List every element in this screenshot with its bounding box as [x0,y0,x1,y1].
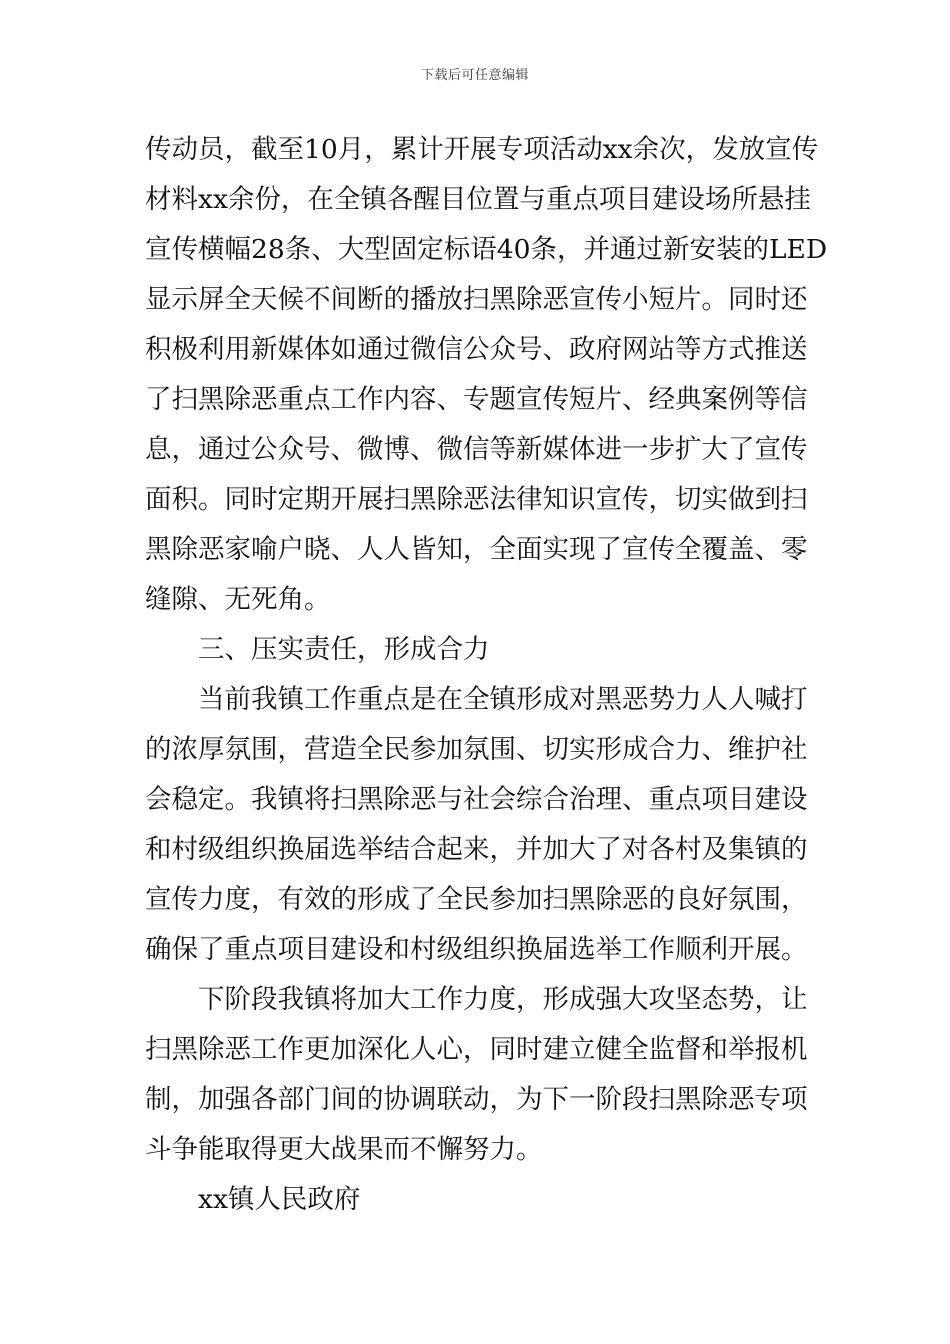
text-line: 缝隙、无死角。 [145,584,331,615]
text-line: 的浓厚氛围，营造全民参加氛围、切实形成合力、维护社 [145,734,808,765]
text-line: 黑除恶家喻户晓、人人皆知，全面实现了宣传全覆盖、零 [145,534,808,565]
text-line: 显示屏全天候不间断的播放扫黑除恶宣传小短片。同时还 [145,284,808,315]
text-line: 当前我镇工作重点是在全镇形成对黑恶势力人人喊打 [198,684,808,715]
text-line: 了扫黑除恶重点工作内容、专题宣传短片、经典案例等信 [145,384,808,415]
text-line: 下阶段我镇将加大工作力度，形成强大攻坚态势，让 [198,984,808,1015]
page-header: 下载后可任意编辑 [420,68,529,83]
text-line: 宣传力度，有效的形成了全民参加扫黑除恶的良好氛围， [145,884,808,915]
text-line: 息，通过公众号、微博、微信等新媒体进一步扩大了宣传 [145,434,808,465]
text-line: 斗争能取得更大战果而不懈努力。 [145,1134,543,1165]
text-line: 传动员，截至10月，累计开展专项活动xx余次，发放宣传 [145,134,819,165]
text-line: 面积。同时定期开展扫黑除恶法律知识宣传，切实做到扫 [145,484,808,515]
text-line: 扫黑除恶工作更加深化人心，同时建立健全监督和举报机 [145,1034,808,1065]
text-line: 材料xx余份，在全镇各醒目位置与重点项目建设场所悬挂 [145,184,811,215]
text-line: 积极利用新媒体如通过微信公众号、政府网站等方式推送 [145,334,808,365]
text-line: 宣传横幅28条、大型固定标语40条，并通过新安装的LED [145,234,828,265]
document-body [145,125,828,1225]
text-line: 会稳定。我镇将扫黑除恶与社会综合治理、重点项目建设 [145,784,808,815]
section-heading: 三、压实责任，形成合力 [198,634,490,665]
text-line: 和村级组织换届选举结合起来，并加大了对各村及集镇的 [145,834,808,865]
text-line: 制，加强各部门间的协调联动，为下一阶段扫黑除恶专项 [145,1084,808,1115]
text-line: 确保了重点项目建设和村级组织换届选举工作顺利开展。 [145,934,808,965]
signature-line: xx镇人民政府 [198,1184,361,1215]
